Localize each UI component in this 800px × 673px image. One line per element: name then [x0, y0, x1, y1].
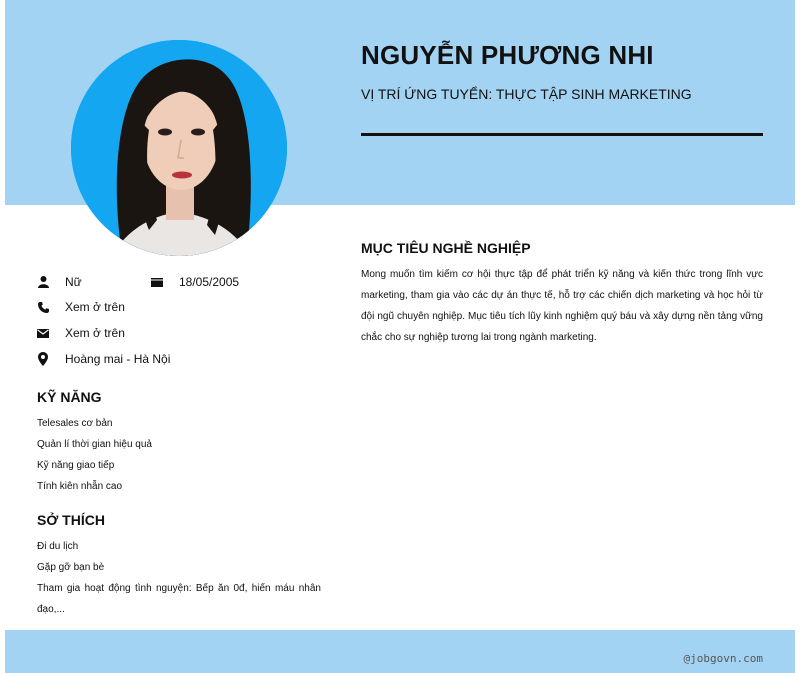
birthdate-value: 18/05/2005 — [179, 275, 240, 289]
phone-icon — [37, 300, 49, 314]
skills-title: KỸ NĂNG — [37, 389, 102, 405]
skill-item: Tính kiên nhẫn cao — [37, 481, 123, 492]
email-value: Xem ở trên — [65, 326, 125, 340]
skill-item: Kỹ năng giao tiếp — [37, 460, 115, 471]
skill-item: Quản lí thời gian hiệu quả — [37, 439, 152, 450]
phone-value: Xem ở trên — [65, 300, 125, 314]
phone-row — [37, 298, 125, 316]
hobbies-title: SỞ THÍCH — [37, 512, 105, 528]
skill-item: Telesales cơ bản — [37, 418, 113, 429]
calendar-icon — [151, 275, 163, 289]
hobby-item: Tham gia hoạt động tình nguyện: Bếp ăn 0đ, hiến máu nhân đạo,... — [37, 583, 321, 615]
location-pin-icon — [37, 352, 49, 366]
gender-value: Nữ — [65, 275, 82, 289]
objective-title: MỤC TIÊU NGHỀ NGHIỆP — [361, 240, 531, 256]
objective-text: Mong muốn tìm kiếm cơ hội thực tập để phát triển kỹ năng và kiến thức trong lĩnh vực marketing, tham gia vào các dự án thực tế, hỗ trợ các chiến dịch marketing và học hỏi từ đội ngũ chuyên nghiệp. Mục tiêu tích lũy kinh nghiệm quý báu và xây dựng nền tảng vững chắc cho sự nghiệp tương lai trong ngành marketing. — [361, 269, 763, 343]
birthdate-row — [151, 273, 239, 291]
applied-position: VỊ TRÍ ỨNG TUYỂN: THỰC TẬP SINH MARKETING — [361, 86, 692, 102]
mail-icon — [37, 326, 49, 340]
watermark: @jobgovn.com — [683, 652, 763, 665]
profile-photo — [71, 40, 287, 256]
person-icon — [37, 275, 49, 289]
header-divider — [361, 133, 763, 136]
hobby-item: Đi du lịch — [37, 541, 79, 552]
email-row — [37, 324, 125, 342]
candidate-name: NGUYỄN PHƯƠNG NHI — [361, 40, 654, 70]
hobby-item: Gặp gỡ bạn bè — [37, 562, 105, 573]
footer-band — [5, 630, 795, 673]
address-value: Hoàng mai - Hà Nội — [65, 352, 171, 366]
address-row — [37, 350, 170, 368]
gender-row — [37, 273, 82, 291]
